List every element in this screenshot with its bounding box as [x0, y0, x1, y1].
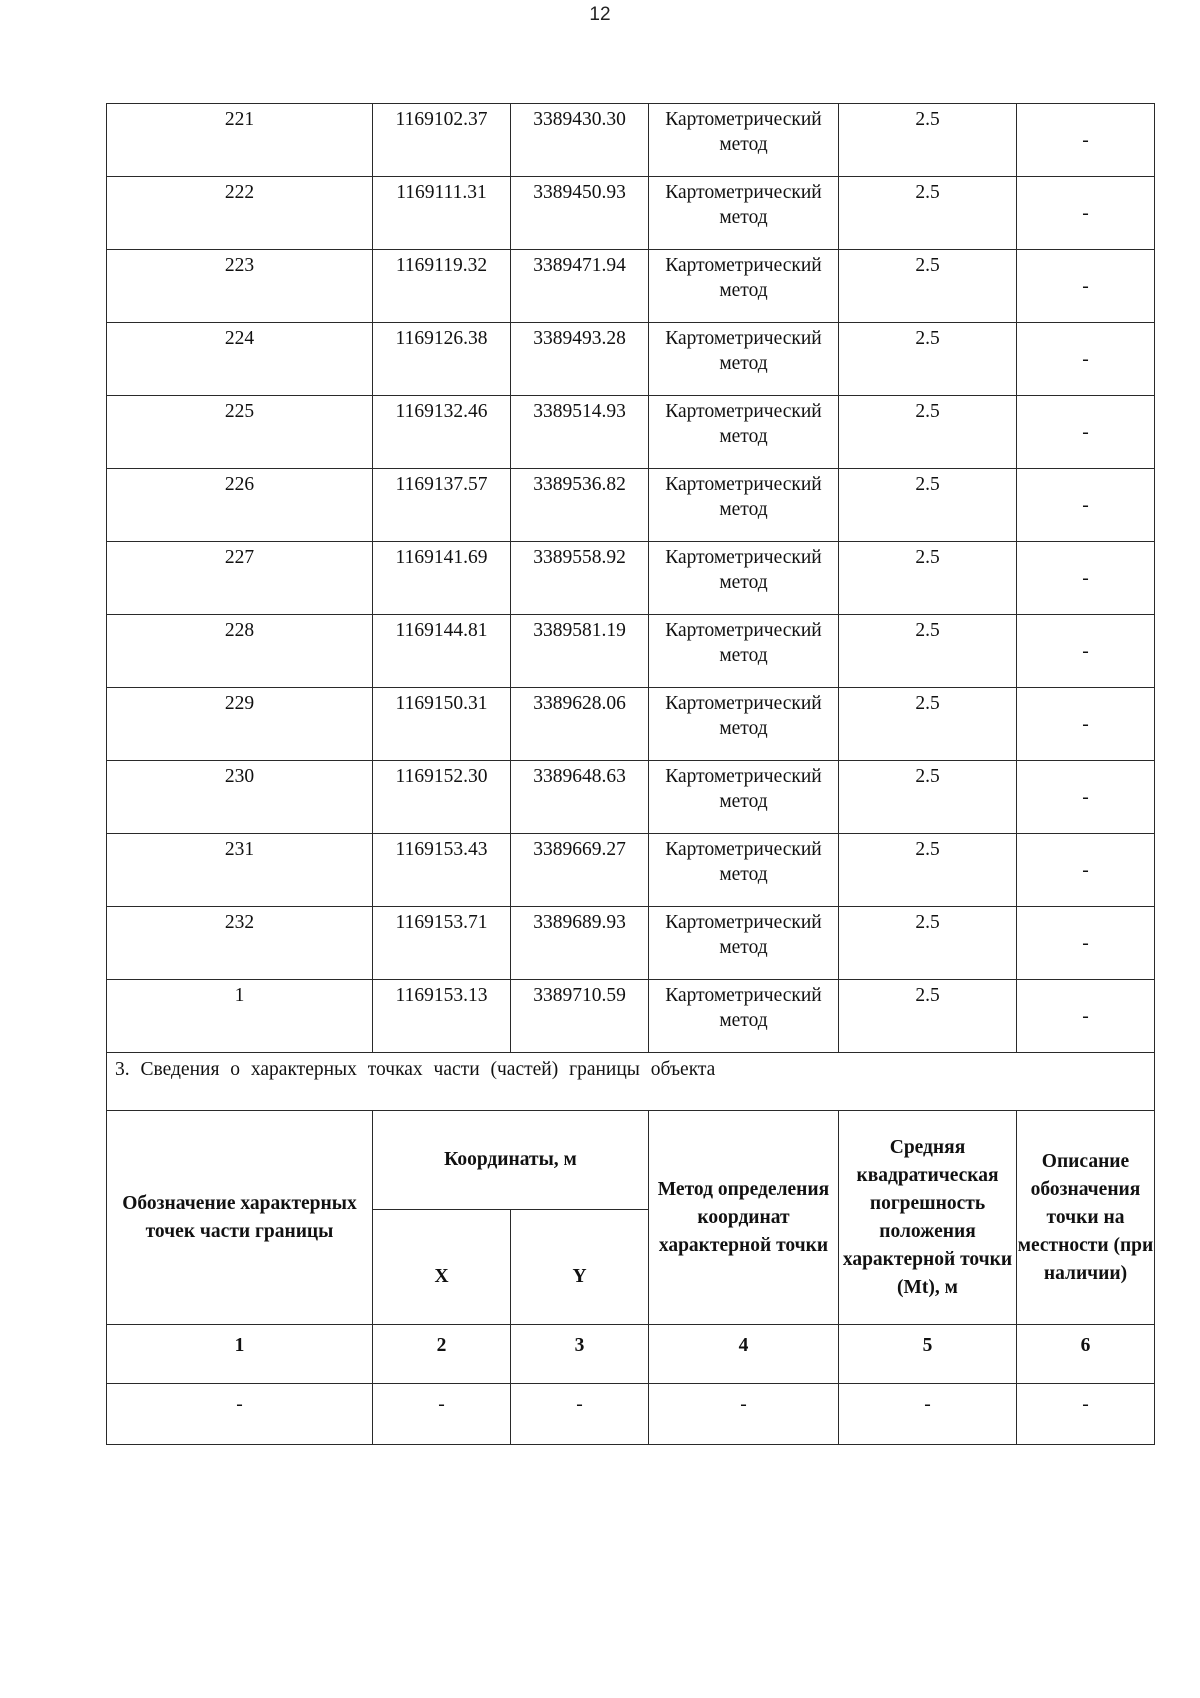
method: Картометрический метод [649, 980, 839, 1053]
mean-error: 2.5 [839, 688, 1017, 761]
empty-cell: - [839, 1384, 1017, 1445]
coord-y: 3389493.28 [511, 323, 649, 396]
coord-y: 3389648.63 [511, 761, 649, 834]
coord-y: 3389430.30 [511, 104, 649, 177]
empty-cell: - [511, 1384, 649, 1445]
mean-error: 2.5 [839, 396, 1017, 469]
mean-error: 2.5 [839, 469, 1017, 542]
section-3-header-row [107, 1111, 1155, 1210]
table-row [107, 177, 1155, 250]
method: Картометрический метод [649, 688, 839, 761]
coord-x: 1169150.31 [373, 688, 511, 761]
coord-x: 1169153.43 [373, 834, 511, 907]
header-method: Метод определения координат характерной точки [649, 1111, 839, 1325]
point-description: - [1017, 907, 1155, 980]
coord-x: 1169126.38 [373, 323, 511, 396]
header-description: Описание обозначения точки на местности (при наличии) [1017, 1111, 1155, 1325]
section-3-block [107, 1053, 1155, 1445]
empty-data-row [107, 1384, 1155, 1445]
table-row [107, 761, 1155, 834]
column-numbers-row [107, 1325, 1155, 1384]
table-row [107, 469, 1155, 542]
coord-x: 1169153.71 [373, 907, 511, 980]
point-description: - [1017, 469, 1155, 542]
header-coordinates: Координаты, м [373, 1111, 649, 1210]
mean-error: 2.5 [839, 980, 1017, 1053]
point-number: 223 [107, 250, 373, 323]
point-number: 221 [107, 104, 373, 177]
point-number: 232 [107, 907, 373, 980]
coord-y: 3389689.93 [511, 907, 649, 980]
coord-x: 1169132.46 [373, 396, 511, 469]
table-row [107, 615, 1155, 688]
empty-cell: - [373, 1384, 511, 1445]
coord-y: 3389710.59 [511, 980, 649, 1053]
point-description: - [1017, 323, 1155, 396]
point-description: - [1017, 761, 1155, 834]
point-number: 1 [107, 980, 373, 1053]
header-designation: Обозначение характерных точек части границы [107, 1111, 373, 1325]
section-3-title: 3. Сведения о характерных точках части (частей) границы объекта [107, 1053, 1155, 1111]
mean-error: 2.5 [839, 761, 1017, 834]
method: Картометрический метод [649, 542, 839, 615]
empty-cell: - [1017, 1384, 1155, 1445]
mean-error: 2.5 [839, 104, 1017, 177]
point-description: - [1017, 104, 1155, 177]
point-number: 224 [107, 323, 373, 396]
method: Картометрический метод [649, 250, 839, 323]
coord-x: 1169144.81 [373, 615, 511, 688]
coord-y: 3389628.06 [511, 688, 649, 761]
point-number: 230 [107, 761, 373, 834]
boundary-points-table [106, 103, 1155, 1445]
coord-y: 3389471.94 [511, 250, 649, 323]
point-number: 231 [107, 834, 373, 907]
coord-x: 1169153.13 [373, 980, 511, 1053]
column-number: 6 [1017, 1325, 1155, 1384]
coord-x: 1169152.30 [373, 761, 511, 834]
method: Картометрический метод [649, 907, 839, 980]
point-number: 229 [107, 688, 373, 761]
point-description: - [1017, 615, 1155, 688]
table-row [107, 323, 1155, 396]
column-number: 3 [511, 1325, 649, 1384]
method: Картометрический метод [649, 323, 839, 396]
column-number: 1 [107, 1325, 373, 1384]
method: Картометрический метод [649, 761, 839, 834]
point-description: - [1017, 396, 1155, 469]
point-description: - [1017, 250, 1155, 323]
mean-error: 2.5 [839, 834, 1017, 907]
method: Картометрический метод [649, 469, 839, 542]
table-row [107, 907, 1155, 980]
empty-cell: - [107, 1384, 373, 1445]
empty-cell: - [649, 1384, 839, 1445]
coord-y: 3389450.93 [511, 177, 649, 250]
mean-error: 2.5 [839, 907, 1017, 980]
point-description: - [1017, 542, 1155, 615]
point-number: 226 [107, 469, 373, 542]
mean-error: 2.5 [839, 615, 1017, 688]
point-description: - [1017, 688, 1155, 761]
coord-y: 3389514.93 [511, 396, 649, 469]
coord-x: 1169102.37 [373, 104, 511, 177]
table-row [107, 980, 1155, 1053]
point-number: 222 [107, 177, 373, 250]
column-number: 2 [373, 1325, 511, 1384]
point-number: 228 [107, 615, 373, 688]
table-row [107, 688, 1155, 761]
method: Картометрический метод [649, 177, 839, 250]
method: Картометрический метод [649, 834, 839, 907]
column-number: 4 [649, 1325, 839, 1384]
mean-error: 2.5 [839, 542, 1017, 615]
point-number: 227 [107, 542, 373, 615]
column-number: 5 [839, 1325, 1017, 1384]
coord-x: 1169119.32 [373, 250, 511, 323]
method: Картометрический метод [649, 615, 839, 688]
coord-x: 1169137.57 [373, 469, 511, 542]
header-y: Y [511, 1210, 649, 1325]
coord-y: 3389558.92 [511, 542, 649, 615]
coord-y: 3389536.82 [511, 469, 649, 542]
coord-y: 3389581.19 [511, 615, 649, 688]
table-row [107, 104, 1155, 177]
section-3-title-row [107, 1053, 1155, 1111]
point-description: - [1017, 834, 1155, 907]
coord-x: 1169111.31 [373, 177, 511, 250]
point-description: - [1017, 177, 1155, 250]
mean-error: 2.5 [839, 323, 1017, 396]
table-row [107, 250, 1155, 323]
coord-y: 3389669.27 [511, 834, 649, 907]
page-number: 12 [589, 4, 611, 25]
coord-x: 1169141.69 [373, 542, 511, 615]
method: Картометрический метод [649, 396, 839, 469]
point-number: 225 [107, 396, 373, 469]
header-x: X [373, 1210, 511, 1325]
points-table-body [107, 104, 1155, 1053]
point-description: - [1017, 980, 1155, 1053]
mean-error: 2.5 [839, 250, 1017, 323]
mean-error: 2.5 [839, 177, 1017, 250]
header-error: Средняя квадратическая погрешность положения характерной точки (Mt), м [839, 1111, 1017, 1325]
method: Картометрический метод [649, 104, 839, 177]
table-row [107, 834, 1155, 907]
table-row [107, 542, 1155, 615]
table-row [107, 396, 1155, 469]
